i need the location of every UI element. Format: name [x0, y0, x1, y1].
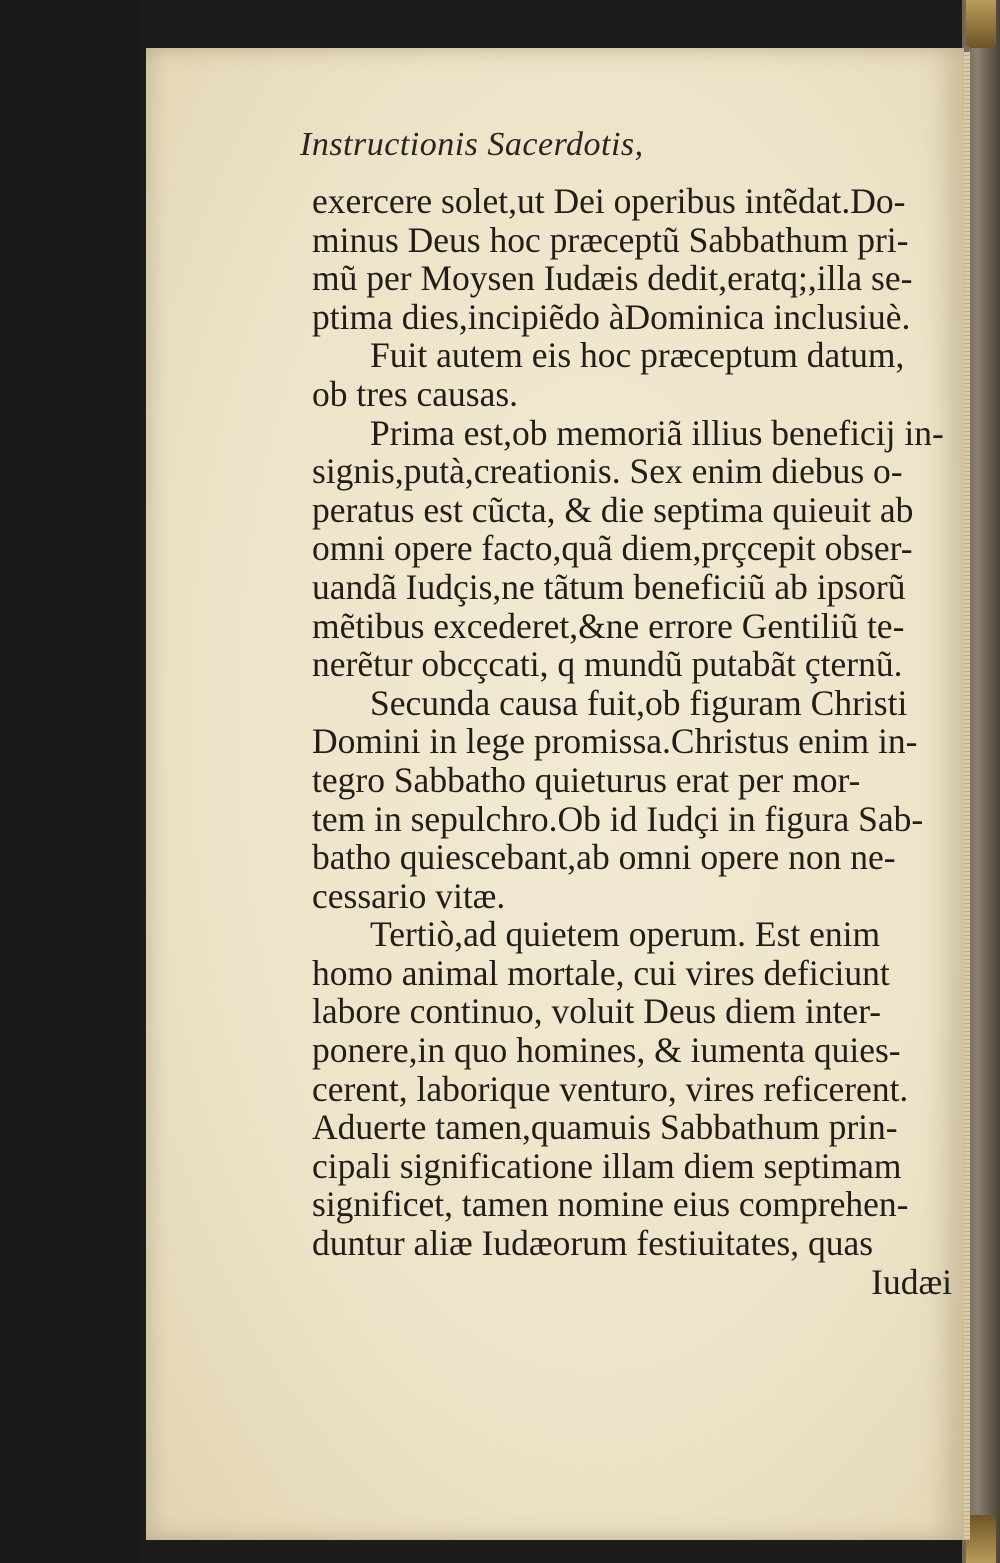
text-line: labore continuo, voluit Deus diem inter- — [312, 991, 882, 1032]
text-line: ob tres causas. — [312, 373, 519, 414]
text-line: uandã Iudçis,ne tãtum beneficiũ ab ipsorũ — [312, 566, 906, 607]
text-line: cessario vitæ. — [312, 875, 506, 916]
text-line: peratus est cũcta, & die septima quieuit ab — [312, 489, 914, 530]
text-line: homo animal mortale, cui vires deficiunt — [312, 952, 890, 993]
text-line: Domini in lege promissa.Christus enim in- — [312, 721, 918, 762]
text-line: signis,putà,creationis. Sex enim diebus o- — [312, 451, 903, 492]
text-block — [312, 182, 962, 1301]
clasp-top — [966, 0, 996, 48]
text-line: nerẽtur obcçcati, q mundũ putabãt çternũ. — [312, 644, 903, 685]
background-left — [0, 0, 140, 1563]
text-line: mẽtibus excederet,&ne errore Gentiliũ te- — [312, 605, 905, 646]
text-line: Aduerte tamen,quamuis Sabbathum prin- — [312, 1107, 898, 1148]
text-line: Secunda causa fuit,ob figuram Christi — [370, 682, 908, 723]
text-line: exercere solet,ut Dei operibus intẽdat.Do- — [312, 181, 906, 221]
text-line: Tertiò,ad quietem operum. Est enim — [370, 914, 881, 955]
text-line: batho quiescebant,ab omni opere non ne- — [312, 837, 896, 878]
text-line: tegro Sabbatho quieturus erat per mor- — [312, 759, 861, 800]
text-line: minus Deus hoc præceptũ Sabbathum pri- — [312, 219, 909, 260]
text-line: ptima dies,incipiẽdo àDominica inclusiuè. — [312, 296, 911, 337]
text-line: mũ per Moysen Iudæis dedit,eratq;,illa se- — [312, 258, 913, 299]
text-line: tem in sepulchro.Ob id Iudçi in figura Sab- — [312, 798, 924, 839]
clasp-bottom — [966, 1515, 996, 1563]
text-line: ponere,in quo homines, & iumenta quies- — [312, 1030, 901, 1071]
running-head: Instructionis Sacerdotis, — [300, 126, 644, 163]
page-edge — [964, 52, 970, 1540]
text-line: duntur aliæ Iudæorum festiuitates, quas — [312, 1223, 874, 1264]
text-line: Fuit autem eis hoc præceptum datum, — [370, 335, 905, 376]
text-line: omni opere facto,quã diem,prçcepit obser- — [312, 528, 913, 569]
text-line: cerent, laborique venturo, vires reficerent. — [312, 1068, 909, 1109]
catchword: Iudæi — [871, 1261, 952, 1302]
text-line: cipali significatione illam diem septimam — [312, 1145, 902, 1186]
text-line: significet, tamen nomine eius comprehen- — [312, 1184, 909, 1225]
text-line: Prima est,ob memoriã illius beneficij in- — [370, 412, 944, 453]
